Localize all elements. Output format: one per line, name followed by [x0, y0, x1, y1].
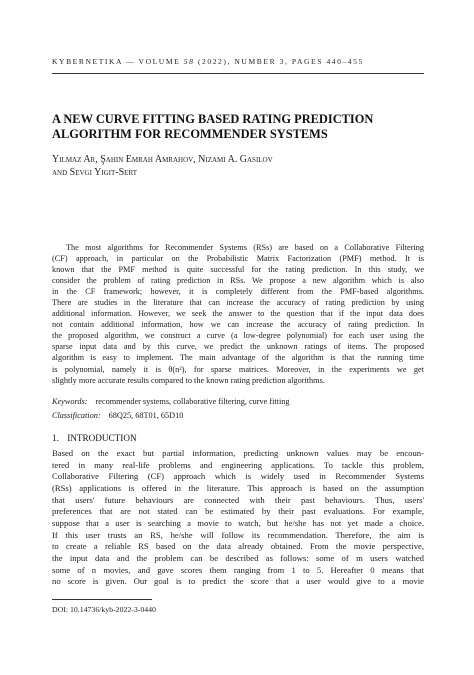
text-line: Based on the exact but partial information, predicting unknown values may be encoun- [52, 448, 424, 458]
volume-label: VOLUME [138, 57, 181, 66]
title-line: A NEW CURVE FITTING BASED RATING PREDICTION [52, 112, 374, 126]
text-line: consider the problem of rating prediction in RSs. We propose a new algorithm which is also [52, 276, 424, 286]
text-line: to create a reliable RS based on the data already obtained. From the movie perspective, [52, 541, 424, 552]
keywords-label: Keywords: [52, 397, 88, 406]
introduction-text [52, 448, 424, 588]
journal-name: KYBERNETIKA [52, 57, 123, 66]
section-number: 1. [52, 433, 59, 443]
author-line: and Sevgi Yigit-Sert [52, 167, 137, 178]
text-line: not contain additional information, how we can increase the accuracy of rating prediction. In [52, 320, 424, 330]
keywords-value: recommender systems, collaborative filtering, curve fitting [95, 397, 290, 406]
footer-rule [52, 599, 152, 600]
text-line: that users' future behaviours are connected with their past behaviours. Thus, users' [52, 494, 424, 505]
text-line: suppose that a user is searching a movie to watch, but he/she has not yet made a choice. [52, 517, 424, 528]
text-line: sparse input data and by this curve, we predict the unknown ratings of items. The proposed [52, 342, 424, 352]
text-line: tered in many real-life problems and engineering applications. To tackle this problem, [52, 459, 424, 470]
text-line: is polynomial, namely it is θ(n²), for sparse matrices. Moreover, in the experiments we get [52, 364, 424, 374]
header-dash: — [126, 57, 136, 66]
text-line: known that the PMF method is quite successful for the rating prediction. In this study, we [52, 265, 424, 275]
text-line: algorithm is easy to implement. The main advantage of the algorithm is that the running time [52, 353, 424, 363]
volume-year: (2022), [197, 57, 231, 66]
text-line: the proposed algorithm, we construct a curve (a low-degree polynomial) for each user using the [52, 331, 424, 341]
text-line: If this user trusts an RS, he/she will follow its recommendation. Therefore, the aim is [52, 529, 424, 540]
classification-label: Classification: [52, 411, 101, 420]
doi: DOI: 10.14736/kyb-2022-3-0440 [52, 605, 156, 614]
journal-header [52, 57, 424, 66]
text-line: some of n movies, and gave scores them ranging from 1 to 5. Hereafter 0 means that [52, 564, 424, 575]
classification-value: 68Q25, 68T01, 65D10 [108, 411, 184, 420]
keywords [52, 396, 424, 407]
text-line: There are studies in the literature that can increase the accuracy of rating prediction by using [52, 298, 424, 308]
abstract [52, 242, 424, 386]
text-line: slightly more accurate results compared to the known rating prediction algorithms. [52, 375, 325, 385]
text-line: Collaborative Filtering (CF) approach which is widely used in Recommender Systems [52, 471, 424, 482]
text-line: in the CF framework; however, it is completely different from the PMF-based algorithms. [52, 287, 424, 297]
issue-number: NUMBER 3, [234, 57, 289, 66]
section-title: INTRODUCTION [67, 433, 137, 443]
header-rule [52, 73, 424, 74]
text-line: The most algorithms for Recommender Systems (RSs) are based on a Collaborative Filtering [66, 243, 424, 252]
author-list [52, 153, 432, 179]
text-line: (CF) approach, in particular on the Probabilistic Matrix Factorization (PMF) method. It is [52, 254, 424, 264]
author-line: Yilmaz Ar, Şahin Emrah Amrahov, Nizami A. Gasilov [52, 154, 273, 165]
paper-title [52, 112, 432, 141]
section-heading [52, 433, 137, 443]
text-line: additional information. However, we seek the answer to the question that if the input data does [52, 309, 424, 319]
text-line: (RSs) applications is offered in the literature. This approach is based on the assumption [52, 482, 424, 493]
page-range: PAGES 440–455 [291, 57, 364, 66]
title-line: ALGORITHM FOR RECOMMENDER SYSTEMS [52, 126, 328, 141]
text-line: the input data and the problem can be described as follows: some of m users watched [52, 552, 424, 563]
classification [52, 410, 424, 421]
text-line: preferences that are not stated can be estimated by their past evaluations. For example, [52, 506, 424, 517]
text-line: no score is given. Our goal is to predict the score that a user would give to a movie [52, 576, 424, 587]
volume-number: 58 [183, 57, 195, 66]
